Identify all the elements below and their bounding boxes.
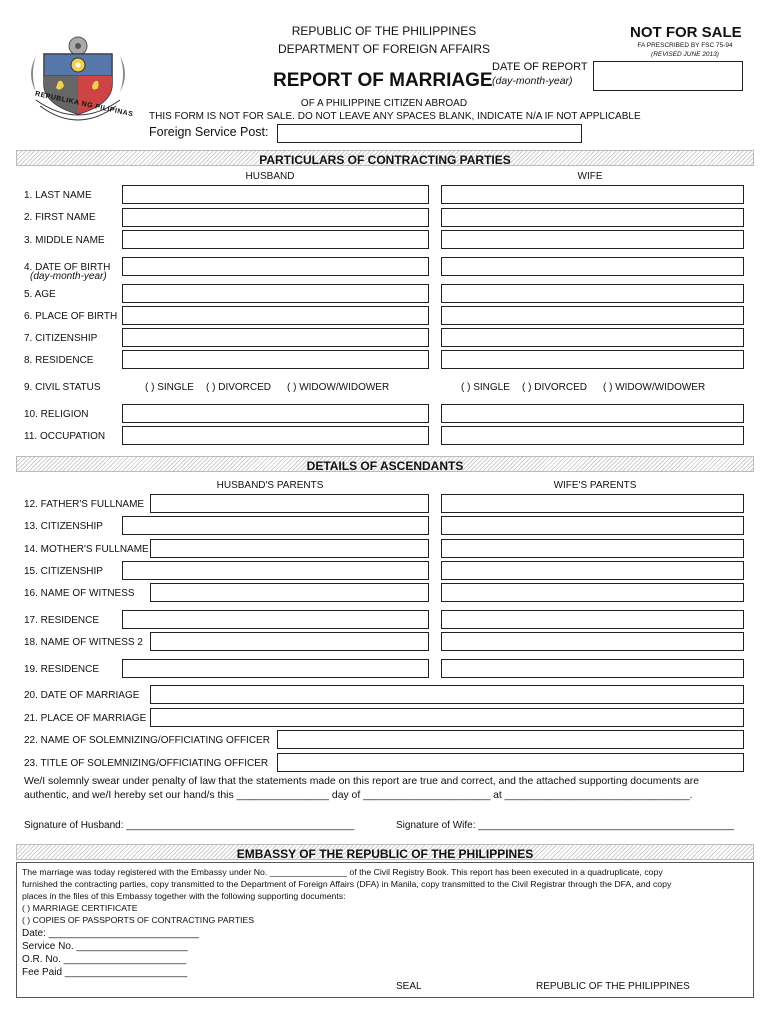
mother-citizenship-label: 15. CITIZENSHIP <box>24 566 103 577</box>
husband-father-field[interactable] <box>150 494 429 513</box>
foreign-service-post-field[interactable] <box>277 124 582 143</box>
date-of-report-label: DATE OF REPORT <box>492 61 588 73</box>
wife-religion-field[interactable] <box>441 404 744 423</box>
residence-label: 8. RESIDENCE <box>24 355 94 366</box>
civil-status-label: 9. CIVIL STATUS <box>24 382 101 393</box>
revised-note: (REVISED JUNE 2013) <box>651 51 719 58</box>
husband-mother-field[interactable] <box>150 539 429 558</box>
middle-name-label: 3. MIDDLE NAME <box>24 235 105 246</box>
fee-paid-line[interactable]: Fee Paid ______________________ <box>22 967 188 978</box>
mother-fullname-label: 14. MOTHER'S FULLNAME <box>24 544 149 555</box>
officer-name-field[interactable] <box>277 730 744 749</box>
husband-father-citizenship-field[interactable] <box>122 516 429 535</box>
date-of-birth-label: 4. DATE OF BIRTH <box>24 262 111 273</box>
wife-last-name-field[interactable] <box>441 185 744 204</box>
wife-witness-residence-field[interactable] <box>441 610 744 629</box>
republic-heading: REPUBLIC OF THE PHILIPPINES <box>291 24 477 38</box>
citizenship-label: 7. CITIZENSHIP <box>24 333 98 344</box>
oath-line-2: authentic, and we/I hereby set our hand/s this ________________ day of ______________________ at ________________________________. <box>24 790 693 801</box>
embassy-republic-label: REPUBLIC OF THE PHILIPPINES <box>536 981 690 992</box>
wife-residence-field[interactable] <box>441 350 744 369</box>
foreign-service-post-label: Foreign Service Post: <box>149 125 269 139</box>
wife-witness2-field[interactable] <box>441 632 744 651</box>
witness-name-label: 16. NAME OF WITNESS <box>24 588 135 599</box>
wife-signature-line[interactable]: Signature of Wife: ______________________________________________ <box>396 820 735 831</box>
wife-citizenship-field[interactable] <box>441 328 744 347</box>
service-number-line[interactable]: Service No. ____________________ <box>22 941 188 952</box>
particulars-section-title: PARTICULARS OF CONTRACTING PARTIES <box>259 153 511 167</box>
husband-widow-option[interactable]: ( ) WIDOW/WIDOWER <box>287 382 390 393</box>
husband-religion-field[interactable] <box>122 404 429 423</box>
husband-residence-field[interactable] <box>122 350 429 369</box>
father-citizenship-label: 13. CITIZENSHIP <box>24 521 103 532</box>
embassy-date-line[interactable]: Date: ___________________________ <box>22 928 199 939</box>
husband-witness-field[interactable] <box>150 583 429 602</box>
embassy-text-3: places in the files of this Embassy together with the following supporting documents: <box>22 891 346 901</box>
husband-witness-residence-field[interactable] <box>122 610 429 629</box>
wife-divorced-option[interactable]: ( ) DIVORCED <box>522 382 587 393</box>
marriage-certificate-option[interactable]: ( ) MARRIAGE CERTIFICATE <box>22 903 138 913</box>
husband-citizenship-field[interactable] <box>122 328 429 347</box>
wife-father-citizenship-field[interactable] <box>441 516 744 535</box>
husband-parents-column-label: HUSBAND'S PARENTS <box>216 480 324 491</box>
first-name-label: 2. FIRST NAME <box>24 212 96 223</box>
date-of-report-field[interactable] <box>593 61 743 91</box>
date-of-birth-hint: (day-month-year) <box>30 271 107 282</box>
wife-mother-field[interactable] <box>441 539 744 558</box>
embassy-text-2: furnished the contracting parties, copy transmitted to the Department of Foreign Affairs (DFA) in Manila, copy transmitted to the Civil Registrar through the DFA, and copy <box>22 879 672 889</box>
wife-age-field[interactable] <box>441 284 744 303</box>
not-for-sale-label: NOT FOR SALE <box>630 24 742 41</box>
particulars-section-header <box>16 150 754 166</box>
husband-signature-line[interactable]: Signature of Husband: _________________________________________ <box>24 820 355 831</box>
seal-caption: REPUBLIKA NG PILIPINAS <box>34 90 134 119</box>
husband-occupation-field[interactable] <box>122 426 429 445</box>
husband-place-of-birth-field[interactable] <box>122 306 429 325</box>
husband-single-option[interactable]: ( ) SINGLE <box>145 382 194 393</box>
last-name-label: 1. LAST NAME <box>24 190 92 201</box>
wife-date-of-birth-field[interactable] <box>441 257 744 276</box>
husband-witness2-residence-field[interactable] <box>122 659 429 678</box>
place-of-marriage-label: 21. PLACE OF MARRIAGE <box>24 713 147 724</box>
age-label: 5. AGE <box>24 289 56 300</box>
ascendants-section-header <box>16 456 754 472</box>
husband-column-label: HUSBAND <box>245 171 295 182</box>
wife-witness-field[interactable] <box>441 583 744 602</box>
wife-father-field[interactable] <box>441 494 744 513</box>
officer-name-label: 22. NAME OF SOLEMNIZING/OFFICIATING OFFICER <box>24 735 270 746</box>
religion-label: 10. RELIGION <box>24 409 89 420</box>
wife-middle-name-field[interactable] <box>441 230 744 249</box>
seal-label: SEAL <box>396 981 422 992</box>
husband-mother-citizenship-field[interactable] <box>122 561 429 580</box>
prescribed-note: FA PRESCRIBED BY FSC 75-94 <box>637 42 733 49</box>
ascendants-section-title: DETAILS OF ASCENDANTS <box>306 459 464 473</box>
officer-title-field[interactable] <box>277 753 744 772</box>
husband-first-name-field[interactable] <box>122 208 429 227</box>
wife-parents-column-label: WIFE'S PARENTS <box>553 480 637 491</box>
embassy-section-title: EMBASSY OF THE REPUBLIC OF THE PHILIPPINES <box>236 847 534 861</box>
place-of-marriage-field[interactable] <box>150 708 744 727</box>
husband-middle-name-field[interactable] <box>122 230 429 249</box>
witness2-residence-label: 19. RESIDENCE <box>24 664 100 675</box>
husband-witness2-field[interactable] <box>150 632 429 651</box>
oath-line-1: We/I solemnly swear under penalty of law that the statements made on this report are true and correct, and the attached supporting documents are <box>24 776 699 787</box>
wife-witness2-residence-field[interactable] <box>441 659 744 678</box>
wife-first-name-field[interactable] <box>441 208 744 227</box>
date-format-hint: (day-month-year) <box>492 75 573 87</box>
wife-single-option[interactable]: ( ) SINGLE <box>461 382 510 393</box>
husband-date-of-birth-field[interactable] <box>122 257 429 276</box>
form-title: REPORT OF MARRIAGE <box>273 70 493 91</box>
officer-title-label: 23. TITLE OF SOLEMNIZING/OFFICIATING OFFICER <box>24 758 269 769</box>
department-heading: DEPARTMENT OF FOREIGN AFFAIRS <box>277 42 491 56</box>
or-number-line[interactable]: O.R. No. ______________________ <box>22 954 187 965</box>
husband-age-field[interactable] <box>122 284 429 303</box>
passport-copies-option[interactable]: ( ) COPIES OF PASSPORTS OF CONTRACTING PARTIES <box>22 915 255 925</box>
father-fullname-label: 12. FATHER'S FULLNAME <box>24 499 145 510</box>
wife-occupation-field[interactable] <box>441 426 744 445</box>
form-notice: THIS FORM IS NOT FOR SALE. DO NOT LEAVE ANY SPACES BLANK, INDICATE N/A IF NOT APPLICABLE <box>149 111 641 122</box>
wife-place-of-birth-field[interactable] <box>441 306 744 325</box>
wife-mother-citizenship-field[interactable] <box>441 561 744 580</box>
place-of-birth-label: 6. PLACE OF BIRTH <box>24 311 118 322</box>
witness2-name-label: 18. NAME OF WITNESS 2 <box>24 637 143 648</box>
wife-column-label: WIFE <box>577 171 603 182</box>
embassy-section-header <box>16 844 754 860</box>
form-subtitle: OF A PHILIPPINE CITIZEN ABROAD <box>300 98 468 109</box>
date-of-marriage-field[interactable] <box>150 685 744 704</box>
witness-residence-label: 17. RESIDENCE <box>24 615 100 626</box>
embassy-text-1: The marriage was today registered with the Embassy under No. ________________ of the Civil Registry Book. This report has been executed in a quadruplicate, copy <box>22 867 663 877</box>
occupation-label: 11. OCCUPATION <box>24 431 106 442</box>
wife-widow-option[interactable]: ( ) WIDOW/WIDOWER <box>603 382 706 393</box>
husband-last-name-field[interactable] <box>122 185 429 204</box>
date-of-marriage-label: 20. DATE OF MARRIAGE <box>24 690 140 701</box>
husband-divorced-option[interactable]: ( ) DIVORCED <box>206 382 271 393</box>
